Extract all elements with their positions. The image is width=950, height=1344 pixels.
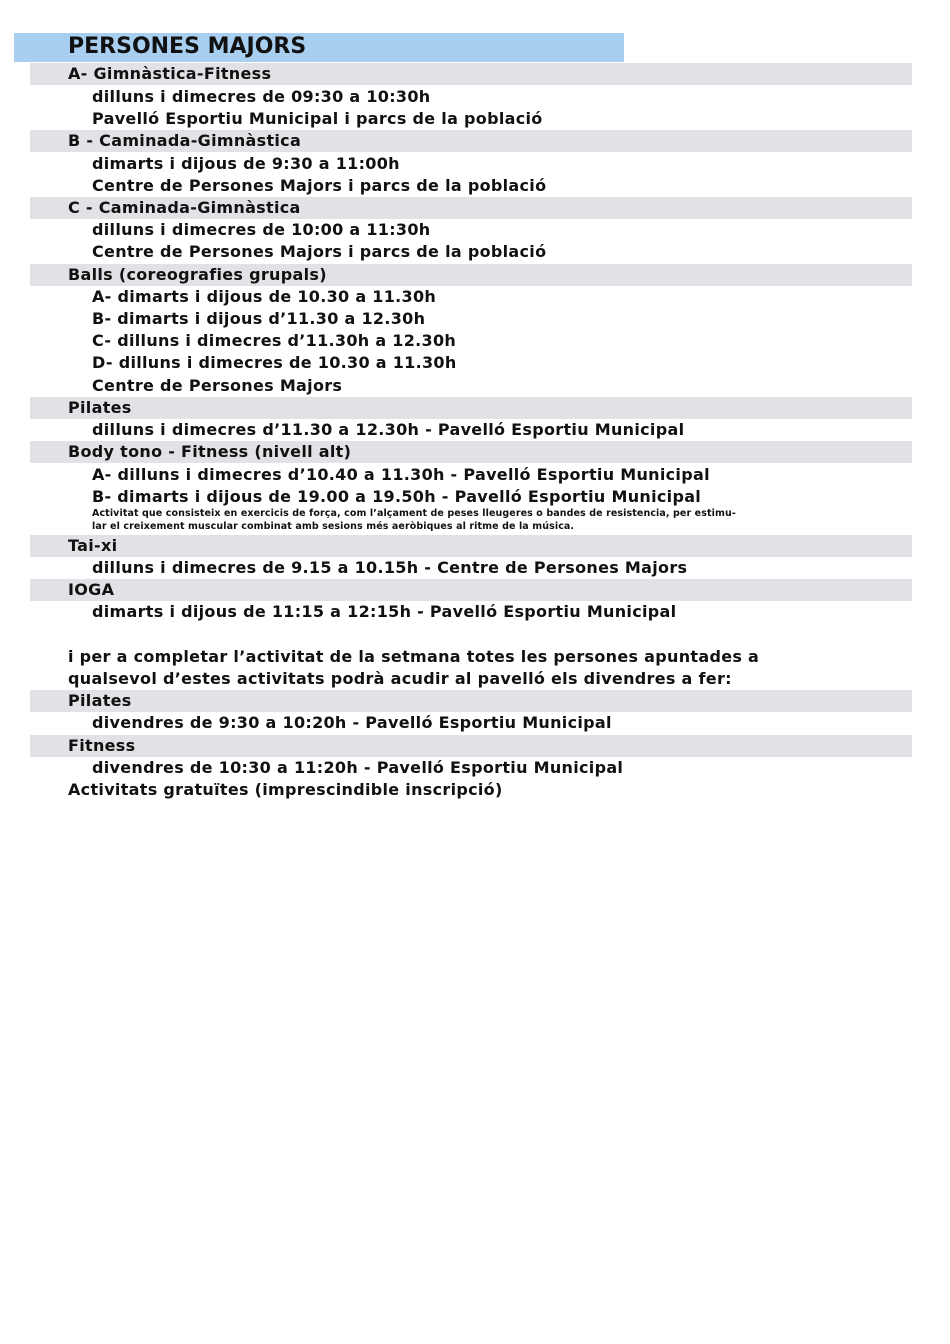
schedule-line: B- dimarts i dijous de 19.00 a 19.50h - Pavelló Esportiu Municipal: [92, 487, 702, 506]
schedule-line: C- dilluns i dimecres d’11.30h a 12.30h: [92, 331, 457, 350]
activity-note: Activitat que consisteix en exercicis de força, com l’alçament de peses lleugeres o bandes de resistencia, per estimu-: [92, 508, 736, 519]
footer-note: Activitats gratuïtes (imprescindible inscripció): [68, 780, 503, 799]
section-header-balls: Balls (coreografies grupals): [30, 264, 912, 286]
section-header-friday-pilates: Pilates: [30, 690, 912, 712]
schedule-line: divendres de 9:30 a 10:20h - Pavelló Esportiu Municipal: [92, 713, 612, 732]
section-header-body-tono: Body tono - Fitness (nivell alt): [30, 441, 912, 463]
schedule-line: dilluns i dimecres de 09:30 a 10:30h: [92, 87, 431, 106]
schedule-line: A- dimarts i dijous de 10.30 a 11.30h: [92, 287, 437, 306]
section-header-tai-xi: Tai-xi: [30, 535, 912, 557]
schedule-line: dimarts i dijous de 9:30 a 11:00h: [92, 154, 400, 173]
location-line: Pavelló Esportiu Municipal i parcs de la població: [92, 109, 543, 128]
activity-note: lar el creixement muscular combinat amb sesions més aeròbiques al ritme de la música.: [92, 521, 575, 532]
section-header-ioga: IOGA: [30, 579, 912, 601]
schedule-line: dilluns i dimecres d’11.30 a 12.30h - Pavelló Esportiu Municipal: [92, 420, 685, 439]
page-title-band: [14, 33, 624, 62]
page-title: PERSONES MAJORS: [68, 34, 307, 59]
section-header-caminada-b: B - Caminada-Gimnàstica: [30, 130, 912, 152]
schedule-line: dilluns i dimecres de 10:00 a 11:30h: [92, 220, 431, 239]
intro-line: i per a completar l’activitat de la setmana totes les persones apuntades a: [68, 647, 760, 666]
schedule-line: dilluns i dimecres de 9.15 a 10.15h - Centre de Persones Majors: [92, 558, 688, 577]
location-line: Centre de Persones Majors i parcs de la població: [92, 176, 547, 195]
section-header-gimnastica-a: A- Gimnàstica-Fitness: [30, 63, 912, 85]
schedule-line: dimarts i dijous de 11:15 a 12:15h - Pavelló Esportiu Municipal: [92, 602, 677, 621]
section-header-friday-fitness: Fitness: [30, 735, 912, 757]
schedule-line: divendres de 10:30 a 11:20h - Pavelló Esportiu Municipal: [92, 758, 624, 777]
schedule-line: D- dilluns i dimecres de 10.30 a 11.30h: [92, 353, 457, 372]
intro-line: qualsevol d’estes activitats podrà acudir al pavelló els divendres a fer:: [68, 669, 732, 688]
schedule-line: A- dilluns i dimecres d’10.40 a 11.30h - Pavelló Esportiu Municipal: [92, 465, 710, 484]
location-line: Centre de Persones Majors: [92, 376, 343, 395]
section-header-pilates: Pilates: [30, 397, 912, 419]
schedule-line: B- dimarts i dijous d’11.30 a 12.30h: [92, 309, 426, 328]
location-line: Centre de Persones Majors i parcs de la població: [92, 242, 547, 261]
section-header-caminada-c: C - Caminada-Gimnàstica: [30, 197, 912, 219]
